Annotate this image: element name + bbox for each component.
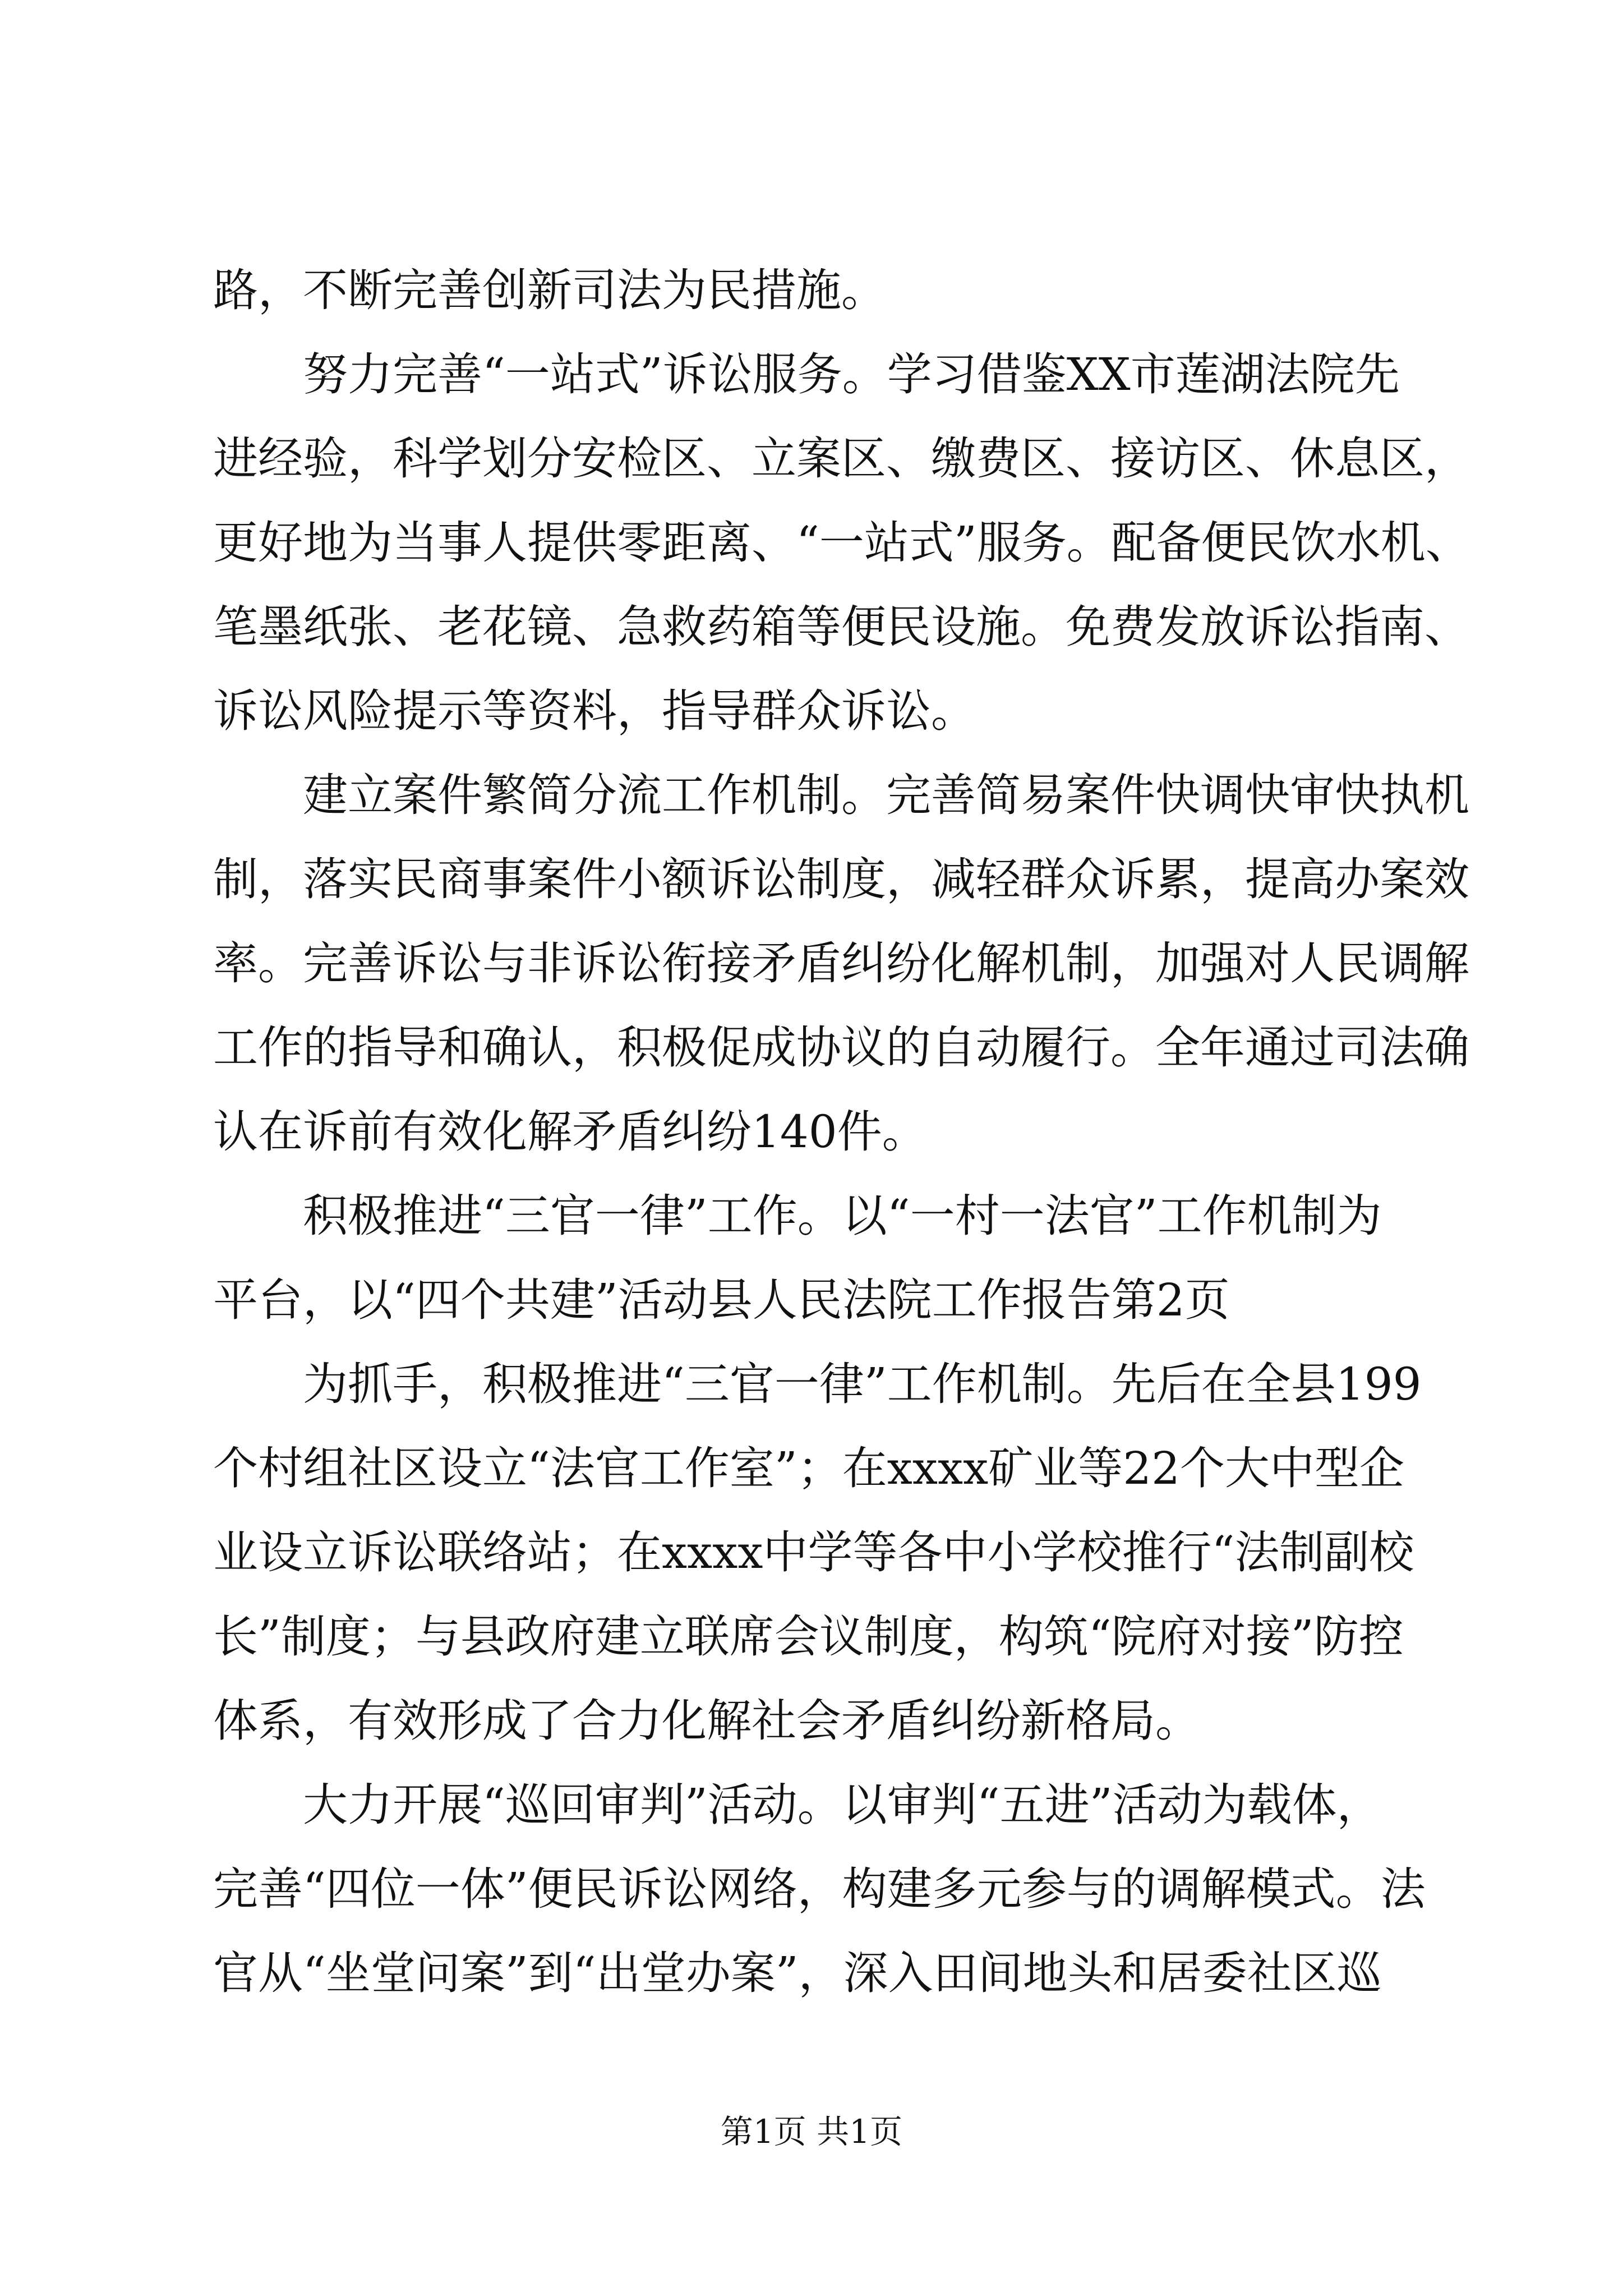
paragraph-first-line: 大力开展“巡回审判”活动。以审判“五进”活动为载体，: [303, 1779, 1382, 1831]
text-line: 路，不断完善创新司法为民措施。: [213, 264, 886, 316]
text-line: 官从“坐堂问案”到“出堂办案”，深入田间地头和居委社区巡: [213, 1947, 1382, 1999]
text-line: 业设立诉讼联络站；在xxxx中学等各中小学校推行“法制副校: [213, 1526, 1414, 1579]
text-line: 更好地为当事人提供零距离、“一站式”服务。配备便民饮水机、: [213, 517, 1470, 569]
paragraph-first-line: 建立案件繁简分流工作机制。完善简易案件快调快审快执机: [303, 769, 1469, 821]
paragraph-first-line: 为抓手，积极推进“三官一律”工作机制。先后在全县199: [303, 1358, 1422, 1410]
page-footer: 第1页 共1页: [720, 2113, 903, 2151]
text-line: 诉讼风险提示等资料，指导群众诉讼。: [213, 685, 976, 737]
text-line: 认在诉前有效化解矛盾纠纷140件。: [213, 1106, 927, 1158]
text-line: 体系，有效形成了合力化解社会矛盾纠纷新格局。: [213, 1695, 1200, 1747]
text-line: 完善“四位一体”便民诉讼网络，构建多元参与的调解模式。法: [213, 1863, 1426, 1915]
paragraph-first-line: 积极推进“三官一律”工作。以“一村一法官”工作机制为: [303, 1190, 1382, 1242]
text-line: 长”制度；与县政府建立联席会议制度，构筑“院府对接”防控: [213, 1611, 1404, 1663]
text-line: 笔墨纸张、老花镜、急救药箱等便民设施。免费发放诉讼指南、: [213, 601, 1469, 653]
text-line: 制，落实民商事案件小额诉讼制度，减轻群众诉累，提高办案效: [213, 853, 1469, 905]
text-line: 率。完善诉讼与非诉讼衔接矛盾纠纷化解机制，加强对人民调解: [213, 937, 1469, 990]
paragraph-first-line: 努力完善“一站式”诉讼服务。学习借鉴XX市莲湖法院先: [303, 348, 1400, 401]
text-line: 平台，以“四个共建”活动县人民法院工作报告第2页: [213, 1274, 1230, 1326]
text-line: 工作的指导和确认，积极促成协议的自动履行。全年通过司法确: [213, 1022, 1469, 1074]
text-line: 进经验，科学划分安检区、立案区、缴费区、接访区、休息区，: [213, 432, 1469, 485]
text-line: 个村组社区设立“法官工作室”；在xxxx矿业等22个大中型企: [213, 1442, 1405, 1494]
